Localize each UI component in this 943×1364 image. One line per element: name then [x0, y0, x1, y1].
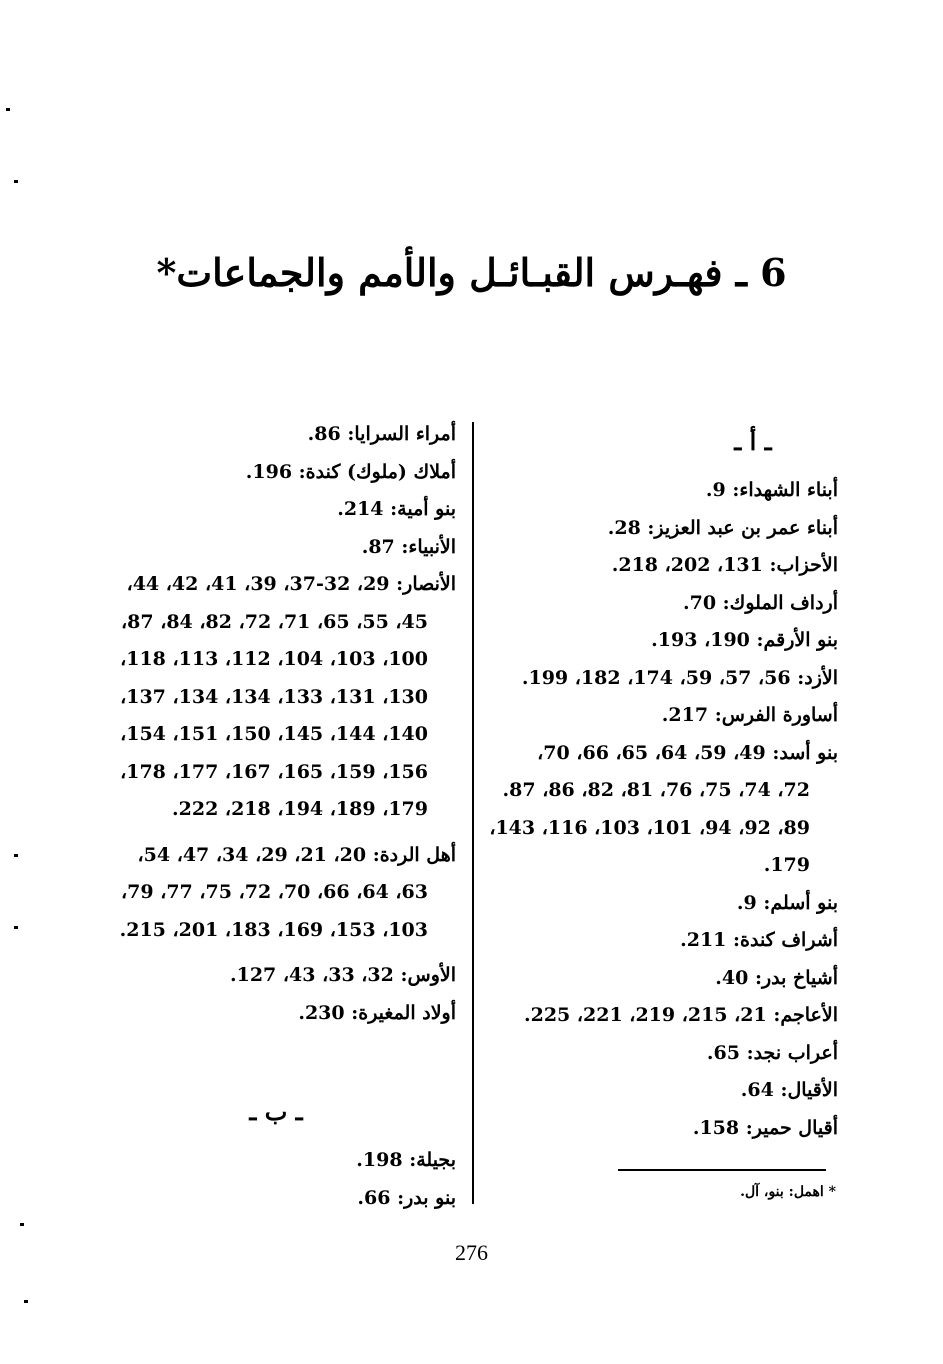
- entry-continuation: 130، 131، 133، 134، 134، 137،: [120, 685, 428, 708]
- column-divider: [472, 422, 474, 1204]
- entry-continuation: 140، 144، 145، 150، 151، 154،: [120, 723, 428, 745]
- entry-continuation: 45، 55، 65، 71، 72، 82، 84، 87،: [120, 610, 428, 633]
- index-entry: أقيال حمير: 158.: [692, 1116, 838, 1139]
- index-entry: بنو بدر: 66.: [357, 1186, 456, 1209]
- entry-continuation: 100، 103، 104، 112، 113، 118،: [120, 648, 428, 670]
- index-entry: أهل الردة: 20، 21، 29، 34، 47، 54، 63، 64، 66، 70، 72، 75، 77، 79، 103، 153، 169، 183، 201، 215.: [106, 837, 456, 950]
- footnote-rule: [618, 1169, 826, 1171]
- spacer: [106, 829, 456, 837]
- index-entry: أشراف كندة: 211.: [680, 929, 838, 951]
- index-entry: الأقيال: 64.: [740, 1079, 838, 1101]
- index-entry: أولاد المغيرة: 230.: [298, 1001, 456, 1024]
- entry-continuation: 156، 159، 165، 167، 177، 178،: [120, 760, 428, 783]
- index-entry: بجيلة: 198.: [356, 1149, 456, 1171]
- scan-speck: [14, 854, 18, 857]
- entry-continuation: 179.: [763, 854, 810, 876]
- index-entry: بنو أسد: 49، 59، 64، 65، 66، 70، 72، 74، 75، 76، 81، 82، 86، 87. 89، 92، 94، 101، 103، 116، 143، 179.: [488, 735, 838, 885]
- scan-speck: [14, 926, 18, 929]
- page-number: 276: [455, 1240, 488, 1265]
- index-entry: الأحزاب: 131، 202، 218.: [611, 554, 838, 576]
- right-column: [488, 422, 838, 1147]
- index-entry: بنو أمية: 214.: [337, 498, 456, 520]
- section-heading-ba: ـ ب ـ: [249, 1097, 303, 1126]
- index-entry: الأعاجم: 21، 215، 219، 221، 225.: [523, 1004, 838, 1026]
- index-entry: الأزد: 56، 57، 59، 174، 182، 199.: [521, 666, 838, 689]
- index-entry: الأوس: 32، 33، 43، 127.: [229, 964, 456, 986]
- index-entry: أرداف الملوك: 70.: [682, 591, 838, 614]
- scan-speck: [14, 180, 18, 183]
- index-entry: بنو الأرقم: 190، 193.: [651, 629, 838, 651]
- index-entry: الأنبياء: 87.: [361, 535, 456, 558]
- spacer: [106, 949, 456, 957]
- index-entry: أبناء الشهداء: 9.: [705, 479, 838, 501]
- section-heading-alif: ـ أ ـ: [734, 427, 772, 456]
- index-entry: أعراب نجد: 65.: [706, 1041, 838, 1064]
- index-entry: أشياخ بدر: 40.: [715, 966, 838, 989]
- entry-continuation: 103، 153، 169، 183، 201، 215.: [119, 918, 428, 941]
- index-entry: الأنصار: 29، 32-37، 39، 41، 42، 44، 45، 55، 65، 71، 72، 82، 84، 87، 100، 103، 104، 112، 113، 118، 130، 131، 133، 134، 134، 137، 140، 144، 145، 150، 151، 154، 156، 159، 165، 167، 177، 178، 179، 189، 194، 218، 222.: [106, 566, 456, 829]
- index-entry: أمراء السرايا: 86.: [307, 423, 456, 445]
- spacer: [106, 1032, 456, 1092]
- scan-speck: [6, 108, 10, 111]
- entry-continuation: 179، 189، 194، 218، 222.: [172, 798, 428, 820]
- scan-speck: [20, 1223, 24, 1226]
- left-column: [106, 416, 456, 1217]
- scan-speck: [24, 1300, 28, 1303]
- index-entry: أبناء عمر بن عبد العزيز: 28.: [607, 516, 838, 539]
- entry-continuation: 89، 92، 94، 101، 103، 116، 143،: [489, 816, 810, 839]
- page-title: 6 ـ فهـرس القبـائـل والأمم والجماعات*: [156, 250, 787, 295]
- entry-continuation: 72، 74، 75، 76، 81، 82، 86، 87.: [502, 779, 810, 801]
- index-entry: بنو أسلم: 9.: [736, 891, 838, 914]
- index-entry: أملاك (ملوك) كندة: 196.: [245, 460, 456, 483]
- index-entry: أساورة الفرس: 217.: [661, 704, 838, 726]
- entry-continuation: 63، 64، 66، 70، 72، 75، 77، 79،: [120, 881, 428, 903]
- footnote: * اهمل: بنو، آل.: [740, 1184, 836, 1200]
